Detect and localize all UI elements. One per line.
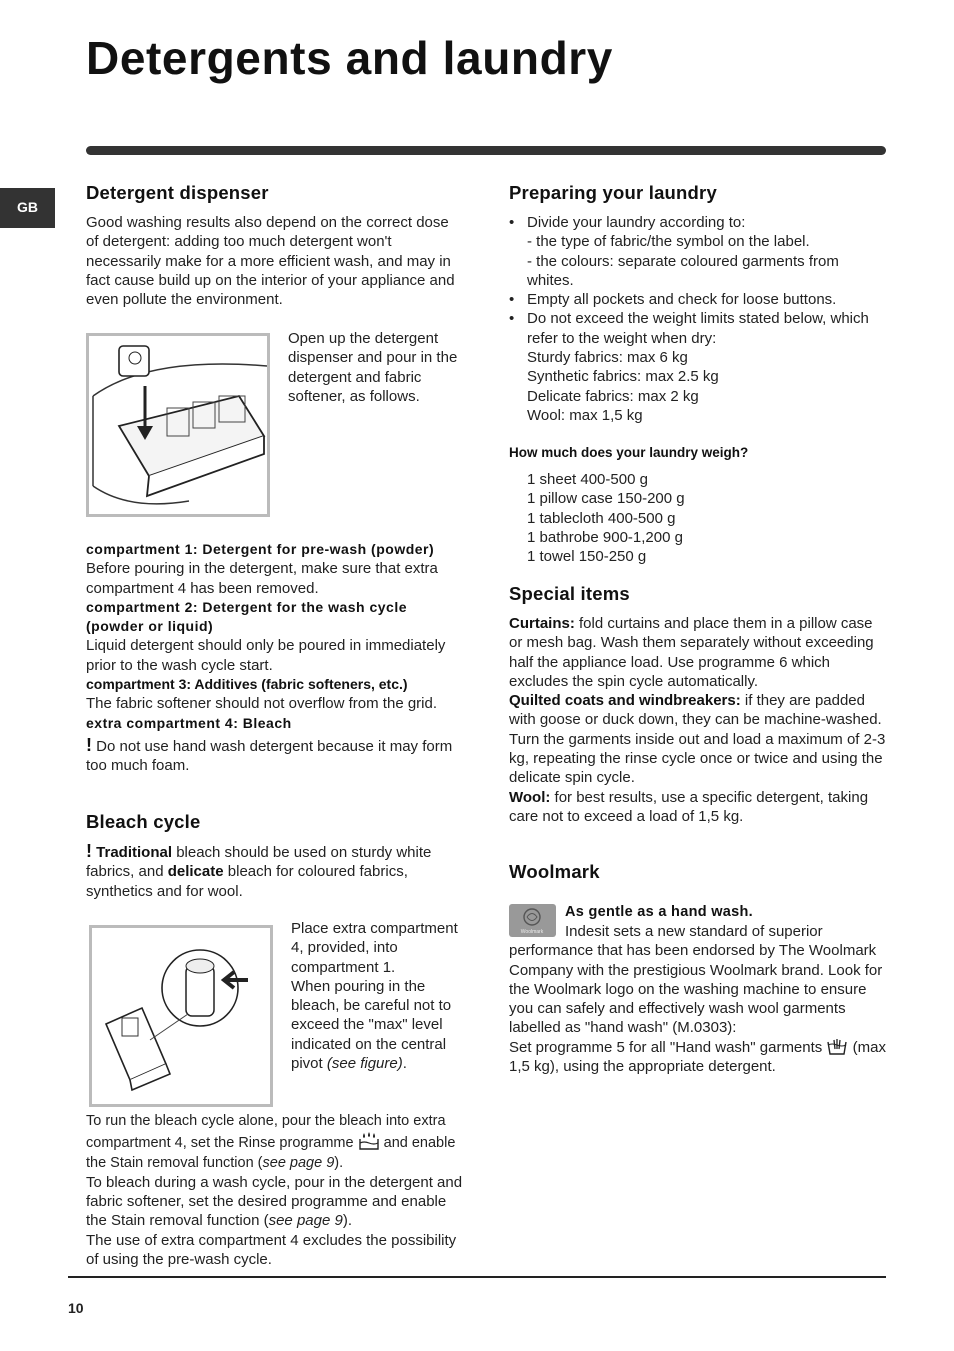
compartment-3-label: compartment 3: Additives (fabric softeners, etc.) (86, 676, 408, 693)
warning-icon: ! (86, 734, 92, 755)
bleach-prewash-note: The use of extra compartment 4 excludes the possibility of using the pre-wash cycle. (86, 1231, 457, 1269)
woolmark-heading: Woolmark (509, 861, 600, 882)
page-number: 10 (68, 1300, 84, 1316)
dispenser-figure-caption: Open up the detergent dispenser and pour in the detergent and fabric softener, as follows. (288, 330, 458, 405)
bleach-intro: ! Traditional bleach should be used on sturdy white fabrics, and delicate bleach for coloured fabrics, synthetics and for wool. (86, 841, 432, 900)
header-rule (86, 146, 886, 155)
curtains-paragraph: Curtains: fold curtains and place them in a pillow case or mesh bag. Wash them separately without exceeding half the appliance load. Use programme 6 which excludes the spin cycle automatically. (509, 615, 874, 690)
bleach-alone-text: To run the bleach cycle alone, pour the bleach into extra compartment 4, set the Rinse programme and enable the Stain removal function (see page 9). (86, 1113, 456, 1171)
list-item: 1 pillow case 150-200 g (527, 490, 685, 508)
detergent-drawer-illustration (89, 336, 267, 514)
language-tab: GB (0, 188, 55, 228)
bleach-compartment-illustration (92, 928, 270, 1104)
preparing-laundry-heading: Preparing your laundry (509, 182, 717, 203)
wool-paragraph: Wool: for best results, use a specific detergent, taking care not to exceed a load of 1,5 kg. (509, 788, 869, 825)
quilted-paragraph: Quilted coats and windbreakers: if they are padded with goose or duck down, they can be machine-washed. Turn the garments inside out and load a maximum of 2-3 kg, repeating the rinse cycle once or twice and using the delicate spin cycle. (509, 692, 886, 787)
bleach-figure (89, 925, 273, 1107)
compartment-4-label: extra compartment 4: Bleach (86, 714, 292, 731)
list-item: 1 sheet 400-500 g (527, 471, 648, 488)
laundry-weight-heading: How much does your laundry weigh? (509, 445, 749, 460)
bleach-figure-caption-b: When pouring in the bleach, be careful not to exceed the "max" level indicated on the central pivot (see figure). (291, 977, 452, 1073)
woolmark-tagline: As gentle as a hand wash. (565, 904, 753, 920)
dispenser-figure (86, 333, 270, 517)
special-items-heading: Special items (509, 583, 630, 604)
woolmark-programme: Set programme 5 for all "Hand wash" garments (max 1,5 kg), using the appropriate detergent. (509, 1038, 886, 1076)
hand-wash-icon (826, 1038, 848, 1056)
list-item: 1 bathrobe 900-1,200 g (527, 528, 683, 546)
dispenser-intro: Good washing results also depend on the correct dose of detergent: adding too much detergent won't necessarily make for a more efficient wash, and may in fact cause build up on the interior of your appliance and even pollute the environment. (86, 214, 455, 309)
bleach-figure-caption-a: Place extra compartment 4, provided, into compartment 1. (291, 920, 458, 976)
compartment-1-label: compartment 1: Detergent for pre-wash (powder) (86, 541, 435, 557)
list-item: 1 tablecloth 400-500 g (527, 509, 676, 527)
bleach-cycle-heading: Bleach cycle (86, 811, 201, 832)
compartment-2-label: compartment 2: Detergent for the wash cycle (powder or liquid) (86, 598, 408, 635)
list-item: • Do not exceed the weight limits stated below, which refer to the weight when dry: Sturdy fabrics: max 6 kg Synthetic fabrics: max 2.5 kg Delicate fabrics: max 2 kg Wool: max 1,5 kg (509, 309, 886, 425)
list-item: 1 towel 150-250 g (527, 548, 647, 566)
dispenser-warning (86, 736, 464, 776)
compartment-2-text: Liquid detergent should only be poured in immediately prior to the wash cycle start. (86, 637, 446, 674)
list-item: • Empty all pockets and check for loose buttons. (509, 290, 886, 309)
dispenser-warning-text: Do not use hand wash detergent because it may form too much foam. (86, 737, 453, 775)
list-item: • Divide your laundry according to: - the type of fabric/the symbol on the label. - the colours: separate coloured garments from whites. (509, 213, 886, 290)
footer-rule (68, 1276, 886, 1278)
detergent-dispenser-heading: Detergent dispenser (86, 182, 269, 203)
bleach-during-wash-text: To bleach during a wash cycle, pour in the detergent and fabric softener, set the desired programme and enable the Stain removal function (see page 9). (86, 1173, 463, 1230)
woolmark-text: Indesit sets a new standard of superior performance that has been endorsed by The Woolmark Company with the prestigious Woolmark brand. Look for the Woolmark logo on the washing machine to ensure you can safely and effectively wash wool garments labelled as "hand wash" (M.0303): (509, 923, 883, 1037)
compartment-3-text: The fabric softener should not overflow from the grid. (86, 695, 438, 713)
warning-icon: ! (86, 841, 92, 861)
rinse-icon (358, 1131, 380, 1151)
compartment-1-text: Before pouring in the detergent, make sure that extra compartment 4 has been removed. (86, 560, 438, 597)
page-title: Detergents and laundry (86, 32, 613, 84)
preparing-list (509, 213, 886, 425)
svg-text:Woolmark: Woolmark (520, 929, 544, 935)
laundry-weight-list (527, 470, 827, 566)
